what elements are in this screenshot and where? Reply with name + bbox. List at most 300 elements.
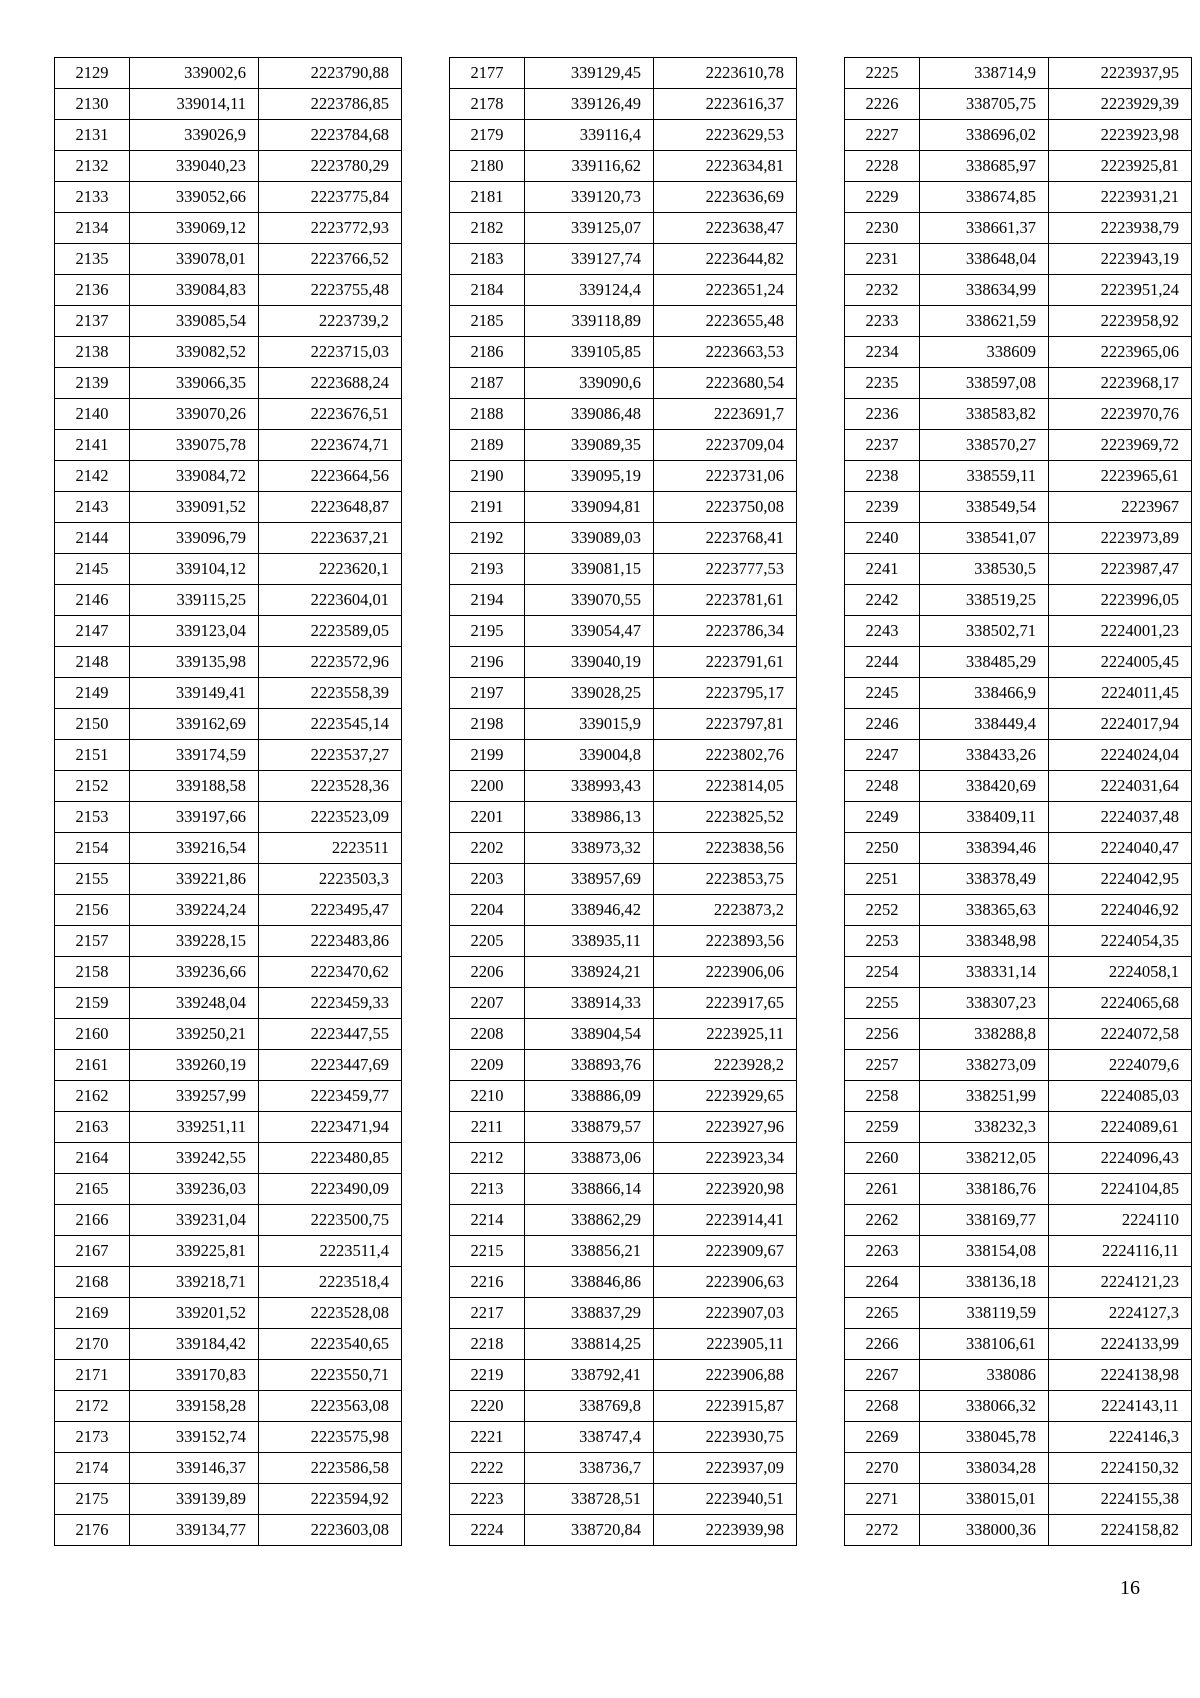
y-coordinate-cell: 2223629,53 [654,120,797,151]
table-row [845,709,1192,740]
x-coordinate-cell: 338485,29 [920,647,1049,678]
y-coordinate-cell: 2223540,65 [259,1329,402,1360]
table-row [450,182,797,213]
x-coordinate-cell: 338549,54 [920,492,1049,523]
y-coordinate-cell: 2223786,85 [259,89,402,120]
y-coordinate-cell: 2224089,61 [1049,1112,1192,1143]
y-coordinate-cell: 2223523,09 [259,802,402,833]
point-number-cell: 2216 [450,1267,525,1298]
x-coordinate-cell: 339086,48 [525,399,654,430]
y-coordinate-cell: 2223930,75 [654,1422,797,1453]
x-coordinate-cell: 338106,61 [920,1329,1049,1360]
table-row [845,957,1192,988]
table-row [845,678,1192,709]
x-coordinate-cell: 338846,86 [525,1267,654,1298]
x-coordinate-cell: 339085,54 [130,306,259,337]
x-coordinate-cell: 338609 [920,337,1049,368]
x-coordinate-cell: 339078,01 [130,244,259,275]
table-row [845,554,1192,585]
y-coordinate-cell: 2223937,09 [654,1453,797,1484]
x-coordinate-cell: 338856,21 [525,1236,654,1267]
table-row [450,771,797,802]
y-coordinate-cell: 2223636,69 [654,182,797,213]
table-row [450,275,797,306]
x-coordinate-cell: 338288,8 [920,1019,1049,1050]
table-row [450,430,797,461]
point-number-cell: 2204 [450,895,525,926]
table-row [55,585,402,616]
x-coordinate-cell: 339158,28 [130,1391,259,1422]
x-coordinate-cell: 338924,21 [525,957,654,988]
x-coordinate-cell: 338348,98 [920,926,1049,957]
point-number-cell: 2235 [845,368,920,399]
point-number-cell: 2183 [450,244,525,275]
x-coordinate-cell: 339134,77 [130,1515,259,1546]
table-row [55,864,402,895]
table-row [845,492,1192,523]
table-row [845,1050,1192,1081]
y-coordinate-cell: 2224054,35 [1049,926,1192,957]
point-number-cell: 2151 [55,740,130,771]
point-number-cell: 2208 [450,1019,525,1050]
point-number-cell: 2250 [845,833,920,864]
x-coordinate-cell: 339066,35 [130,368,259,399]
x-coordinate-cell: 339014,11 [130,89,259,120]
x-coordinate-cell: 339081,15 [525,554,654,585]
y-coordinate-cell: 2223655,48 [654,306,797,337]
y-coordinate-cell: 2223550,71 [259,1360,402,1391]
x-coordinate-cell: 338420,69 [920,771,1049,802]
x-coordinate-cell: 338866,14 [525,1174,654,1205]
point-number-cell: 2238 [845,461,920,492]
table-row [450,802,797,833]
point-number-cell: 2226 [845,89,920,120]
point-number-cell: 2253 [845,926,920,957]
y-coordinate-cell: 2224121,23 [1049,1267,1192,1298]
point-number-cell: 2196 [450,647,525,678]
table-row [450,554,797,585]
x-coordinate-cell: 338154,08 [920,1236,1049,1267]
y-coordinate-cell: 2223528,08 [259,1298,402,1329]
table-row [450,957,797,988]
y-coordinate-cell: 2223563,08 [259,1391,402,1422]
x-coordinate-cell: 339089,35 [525,430,654,461]
point-number-cell: 2258 [845,1081,920,1112]
point-number-cell: 2177 [450,58,525,89]
point-number-cell: 2206 [450,957,525,988]
table-row [845,58,1192,89]
x-coordinate-cell: 339120,73 [525,182,654,213]
table-row [55,461,402,492]
x-coordinate-cell: 338597,08 [920,368,1049,399]
y-coordinate-cell: 2223558,39 [259,678,402,709]
y-coordinate-cell: 2223459,33 [259,988,402,1019]
table-row [450,120,797,151]
x-coordinate-cell: 339116,62 [525,151,654,182]
y-coordinate-cell: 2223634,81 [654,151,797,182]
table-row [450,306,797,337]
x-coordinate-cell: 338559,11 [920,461,1049,492]
y-coordinate-cell: 2223853,75 [654,864,797,895]
point-number-cell: 2147 [55,616,130,647]
table-row [55,771,402,802]
y-coordinate-cell: 2224146,3 [1049,1422,1192,1453]
table-row [450,647,797,678]
point-number-cell: 2255 [845,988,920,1019]
x-coordinate-cell: 339135,98 [130,647,259,678]
x-coordinate-cell: 339091,52 [130,492,259,523]
y-coordinate-cell: 2223503,3 [259,864,402,895]
table-row [845,182,1192,213]
table-row [55,1081,402,1112]
x-coordinate-cell: 339004,8 [525,740,654,771]
table-row [450,926,797,957]
point-number-cell: 2200 [450,771,525,802]
x-coordinate-cell: 338696,02 [920,120,1049,151]
point-number-cell: 2202 [450,833,525,864]
table-row [450,1391,797,1422]
y-coordinate-cell: 2224042,95 [1049,864,1192,895]
point-number-cell: 2174 [55,1453,130,1484]
x-coordinate-cell: 338251,99 [920,1081,1049,1112]
table-row [450,1050,797,1081]
x-coordinate-cell: 338935,11 [525,926,654,957]
x-coordinate-cell: 339218,71 [130,1267,259,1298]
table-row [55,151,402,182]
y-coordinate-cell: 2223965,61 [1049,461,1192,492]
y-coordinate-cell: 2223958,92 [1049,306,1192,337]
x-coordinate-cell: 339231,04 [130,1205,259,1236]
x-coordinate-cell: 339028,25 [525,678,654,709]
table-row [845,1422,1192,1453]
point-number-cell: 2139 [55,368,130,399]
x-coordinate-cell: 339224,24 [130,895,259,926]
x-coordinate-cell: 338674,85 [920,182,1049,213]
table-row [55,1236,402,1267]
x-coordinate-cell: 338685,97 [920,151,1049,182]
x-coordinate-cell: 338433,26 [920,740,1049,771]
table-row [845,926,1192,957]
y-coordinate-cell: 2224001,23 [1049,616,1192,647]
table-row [845,89,1192,120]
y-coordinate-cell: 2223575,98 [259,1422,402,1453]
table-row [55,58,402,89]
point-number-cell: 2248 [845,771,920,802]
y-coordinate-cell: 2223893,56 [654,926,797,957]
y-coordinate-cell: 2223907,03 [654,1298,797,1329]
table-row [845,1484,1192,1515]
point-number-cell: 2244 [845,647,920,678]
y-coordinate-cell: 2224116,11 [1049,1236,1192,1267]
point-number-cell: 2156 [55,895,130,926]
x-coordinate-cell: 338973,32 [525,833,654,864]
x-coordinate-cell: 339251,11 [130,1112,259,1143]
table-row [55,306,402,337]
table-row [55,182,402,213]
table-row [450,1205,797,1236]
x-coordinate-cell: 338747,4 [525,1422,654,1453]
point-number-cell: 2188 [450,399,525,430]
y-coordinate-cell: 2223968,17 [1049,368,1192,399]
y-coordinate-cell: 2223951,24 [1049,275,1192,306]
point-number-cell: 2194 [450,585,525,616]
y-coordinate-cell: 2223651,24 [654,275,797,306]
x-coordinate-cell: 338570,27 [920,430,1049,461]
x-coordinate-cell: 338957,69 [525,864,654,895]
table-row [450,151,797,182]
x-coordinate-cell: 339040,23 [130,151,259,182]
y-coordinate-cell: 2224138,98 [1049,1360,1192,1391]
y-coordinate-cell: 2224110 [1049,1205,1192,1236]
table-row [55,1484,402,1515]
point-number-cell: 2173 [55,1422,130,1453]
table-row [845,1391,1192,1422]
y-coordinate-cell: 2223790,88 [259,58,402,89]
y-coordinate-cell: 2223973,89 [1049,523,1192,554]
table-row [450,864,797,895]
x-coordinate-cell: 339104,12 [130,554,259,585]
y-coordinate-cell: 2223929,39 [1049,89,1192,120]
y-coordinate-cell: 2223784,68 [259,120,402,151]
table-row [450,1329,797,1360]
x-coordinate-cell: 339127,74 [525,244,654,275]
x-coordinate-cell: 339096,79 [130,523,259,554]
table-row [55,802,402,833]
x-coordinate-cell: 338169,77 [920,1205,1049,1236]
point-number-cell: 2168 [55,1267,130,1298]
x-coordinate-cell: 339084,83 [130,275,259,306]
y-coordinate-cell: 2223923,98 [1049,120,1192,151]
y-coordinate-cell: 2223814,05 [654,771,797,802]
x-coordinate-cell: 338273,09 [920,1050,1049,1081]
y-coordinate-cell: 2224155,38 [1049,1484,1192,1515]
y-coordinate-cell: 2223755,48 [259,275,402,306]
y-coordinate-cell: 2223967 [1049,492,1192,523]
x-coordinate-cell: 339054,47 [525,616,654,647]
x-coordinate-cell: 338705,75 [920,89,1049,120]
point-number-cell: 2212 [450,1143,525,1174]
y-coordinate-cell: 2223797,81 [654,709,797,740]
x-coordinate-cell: 338015,01 [920,1484,1049,1515]
y-coordinate-cell: 2223680,54 [654,368,797,399]
x-coordinate-cell: 338792,41 [525,1360,654,1391]
x-coordinate-cell: 339015,9 [525,709,654,740]
x-coordinate-cell: 339123,04 [130,616,259,647]
point-number-cell: 2155 [55,864,130,895]
table-row [845,213,1192,244]
y-coordinate-cell: 2223731,06 [654,461,797,492]
table-row [450,1267,797,1298]
y-coordinate-cell: 2223589,05 [259,616,402,647]
point-number-cell: 2269 [845,1422,920,1453]
point-number-cell: 2232 [845,275,920,306]
table-row [845,771,1192,802]
point-number-cell: 2154 [55,833,130,864]
point-number-cell: 2167 [55,1236,130,1267]
table-row [845,1019,1192,1050]
y-coordinate-cell: 2223480,85 [259,1143,402,1174]
x-coordinate-cell: 339040,19 [525,647,654,678]
y-coordinate-cell: 2223939,98 [654,1515,797,1546]
y-coordinate-cell: 2224040,47 [1049,833,1192,864]
x-coordinate-cell: 338394,46 [920,833,1049,864]
y-coordinate-cell: 2223594,92 [259,1484,402,1515]
table-row [845,895,1192,926]
point-number-cell: 2157 [55,926,130,957]
y-coordinate-cell: 2224150,32 [1049,1453,1192,1484]
point-number-cell: 2160 [55,1019,130,1050]
y-coordinate-cell: 2223873,2 [654,895,797,926]
y-coordinate-cell: 2223459,77 [259,1081,402,1112]
table-row [55,1143,402,1174]
point-number-cell: 2225 [845,58,920,89]
x-coordinate-cell: 338814,25 [525,1329,654,1360]
point-number-cell: 2218 [450,1329,525,1360]
table-row [450,1484,797,1515]
y-coordinate-cell: 2223943,19 [1049,244,1192,275]
x-coordinate-cell: 338212,05 [920,1143,1049,1174]
x-coordinate-cell: 338879,57 [525,1112,654,1143]
y-coordinate-cell: 2224127,3 [1049,1298,1192,1329]
point-number-cell: 2207 [450,988,525,1019]
point-number-cell: 2267 [845,1360,920,1391]
y-coordinate-cell: 2224024,04 [1049,740,1192,771]
point-number-cell: 2181 [450,182,525,213]
y-coordinate-cell: 2223906,88 [654,1360,797,1391]
table-row [450,399,797,430]
y-coordinate-cell: 2223688,24 [259,368,402,399]
point-number-cell: 2222 [450,1453,525,1484]
point-number-cell: 2227 [845,120,920,151]
table-row [845,802,1192,833]
x-coordinate-cell: 339184,42 [130,1329,259,1360]
y-coordinate-cell: 2223915,87 [654,1391,797,1422]
point-number-cell: 2144 [55,523,130,554]
table-row [55,1050,402,1081]
point-number-cell: 2175 [55,1484,130,1515]
y-coordinate-cell: 2223791,61 [654,647,797,678]
y-coordinate-cell: 2223905,11 [654,1329,797,1360]
y-coordinate-cell: 2223471,94 [259,1112,402,1143]
y-coordinate-cell: 2223923,34 [654,1143,797,1174]
table-row [845,523,1192,554]
table-row [845,1205,1192,1236]
x-coordinate-cell: 339002,6 [130,58,259,89]
y-coordinate-cell: 2223940,51 [654,1484,797,1515]
point-number-cell: 2270 [845,1453,920,1484]
x-coordinate-cell: 339069,12 [130,213,259,244]
x-coordinate-cell: 338769,8 [525,1391,654,1422]
point-number-cell: 2191 [450,492,525,523]
y-coordinate-cell: 2223664,56 [259,461,402,492]
x-coordinate-cell: 339090,6 [525,368,654,399]
point-number-cell: 2245 [845,678,920,709]
coordinates-table-3 [844,57,1192,1546]
point-number-cell: 2182 [450,213,525,244]
y-coordinate-cell: 2224005,45 [1049,647,1192,678]
x-coordinate-cell: 339139,89 [130,1484,259,1515]
table-row [450,1422,797,1453]
x-coordinate-cell: 339070,26 [130,399,259,430]
x-coordinate-cell: 338331,14 [920,957,1049,988]
point-number-cell: 2262 [845,1205,920,1236]
x-coordinate-cell: 338466,9 [920,678,1049,709]
point-number-cell: 2233 [845,306,920,337]
x-coordinate-cell: 338862,29 [525,1205,654,1236]
y-coordinate-cell: 2223691,7 [654,399,797,430]
table-row [55,740,402,771]
point-number-cell: 2195 [450,616,525,647]
table-row [845,275,1192,306]
y-coordinate-cell: 2223528,36 [259,771,402,802]
x-coordinate-cell: 339201,52 [130,1298,259,1329]
point-number-cell: 2272 [845,1515,920,1546]
y-coordinate-cell: 2223906,06 [654,957,797,988]
y-coordinate-cell: 2223637,21 [259,523,402,554]
point-number-cell: 2142 [55,461,130,492]
y-coordinate-cell: 2223709,04 [654,430,797,461]
x-coordinate-cell: 338873,06 [525,1143,654,1174]
table-row [845,1112,1192,1143]
table-row [450,213,797,244]
x-coordinate-cell: 338136,18 [920,1267,1049,1298]
table-row [55,957,402,988]
y-coordinate-cell: 2223447,55 [259,1019,402,1050]
point-number-cell: 2136 [55,275,130,306]
point-number-cell: 2164 [55,1143,130,1174]
table-row [450,89,797,120]
point-number-cell: 2224 [450,1515,525,1546]
table-row [55,337,402,368]
point-number-cell: 2146 [55,585,130,616]
y-coordinate-cell: 2224037,48 [1049,802,1192,833]
table-row [55,430,402,461]
point-number-cell: 2268 [845,1391,920,1422]
point-number-cell: 2246 [845,709,920,740]
point-number-cell: 2137 [55,306,130,337]
point-number-cell: 2162 [55,1081,130,1112]
table-row [845,430,1192,461]
point-number-cell: 2178 [450,89,525,120]
point-number-cell: 2190 [450,461,525,492]
point-number-cell: 2129 [55,58,130,89]
table-row [450,678,797,709]
table-row [55,895,402,926]
x-coordinate-cell: 338837,29 [525,1298,654,1329]
table-row [450,244,797,275]
point-number-cell: 2243 [845,616,920,647]
x-coordinate-cell: 338449,4 [920,709,1049,740]
point-number-cell: 2261 [845,1174,920,1205]
y-coordinate-cell: 2223781,61 [654,585,797,616]
y-coordinate-cell: 2223644,82 [654,244,797,275]
y-coordinate-cell: 2223920,98 [654,1174,797,1205]
point-number-cell: 2251 [845,864,920,895]
x-coordinate-cell: 339052,66 [130,182,259,213]
table-row [55,709,402,740]
point-number-cell: 2159 [55,988,130,1019]
point-number-cell: 2192 [450,523,525,554]
x-coordinate-cell: 338621,59 [920,306,1049,337]
x-coordinate-cell: 338714,9 [920,58,1049,89]
table-row [55,833,402,864]
point-number-cell: 2264 [845,1267,920,1298]
point-number-cell: 2265 [845,1298,920,1329]
y-coordinate-cell: 2223715,03 [259,337,402,368]
table-row [450,988,797,1019]
x-coordinate-cell: 338986,13 [525,802,654,833]
x-coordinate-cell: 338634,99 [920,275,1049,306]
